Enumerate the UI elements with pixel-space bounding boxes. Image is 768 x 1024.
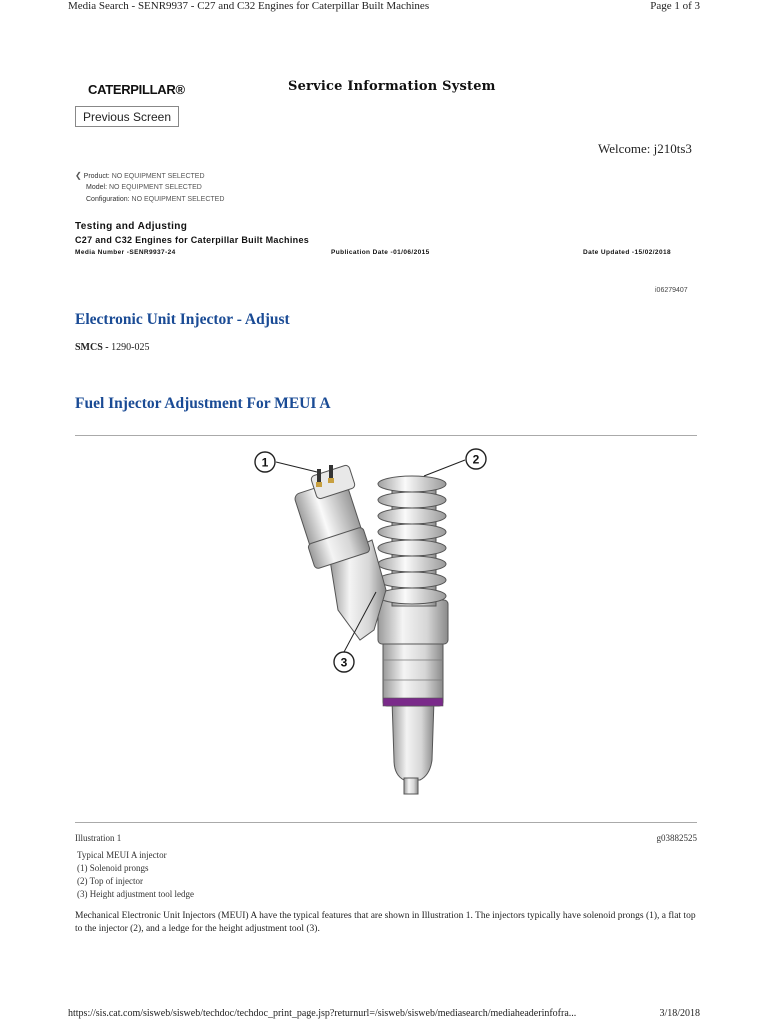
graphic-id: g03882525 [656, 833, 697, 843]
media-number: Media Number -SENR9937-24 [75, 249, 176, 256]
callout-1 [255, 452, 275, 472]
config-value: NO EQUIPMENT SELECTED [131, 196, 225, 203]
callout-3 [334, 652, 354, 672]
legend-item-2: (2) Top of injector [77, 876, 143, 886]
smcs-code [75, 342, 149, 353]
illustration-caption: Typical MEUI A injector [77, 850, 167, 860]
previous-screen-button[interactable]: Previous Screen [75, 106, 179, 127]
service-information-system-title: Service Information System [288, 79, 496, 94]
document-id: i06279407 [655, 287, 688, 294]
document-subtitle: C27 and C32 Engines for Caterpillar Built Machines [75, 235, 310, 245]
section-title: Testing and Adjusting [75, 221, 188, 232]
callout-2-label: 2 [472, 452, 480, 467]
page-title: Electronic Unit Injector - Adjust [75, 311, 290, 328]
back-arrow-icon[interactable]: ❮ [75, 171, 82, 180]
section-heading: Fuel Injector Adjustment For MEUI A [75, 395, 331, 412]
callout-1-label: 1 [261, 455, 269, 470]
smcs-value: 1290-025 [111, 342, 150, 353]
product-label: Product: [83, 173, 110, 180]
spring [378, 476, 446, 606]
illustration-label: Illustration 1 [75, 833, 122, 843]
print-header-page: Page 1 of 3 [650, 0, 700, 12]
legend-item-3: (3) Height adjustment tool ledge [77, 889, 194, 899]
date-updated: Date Updated -15/02/2018 [583, 249, 671, 256]
callout-3-label: 3 [340, 655, 348, 670]
equipment-config-row [86, 196, 224, 203]
o-ring-seal [383, 698, 443, 706]
publication-date: Publication Date -01/06/2015 [331, 249, 430, 256]
injector-illustration [230, 440, 530, 805]
welcome-message: Welcome: j210ts3 [598, 141, 692, 156]
model-label: Model: [86, 184, 108, 191]
equipment-model-row [86, 184, 202, 191]
config-label: Configuration: [86, 196, 130, 203]
divider-top [75, 435, 697, 436]
body-paragraph: Mechanical Electronic Unit Injectors (MEUI) A have the typical features that are shown in Illustration 1. The injectors typically have solenoid prongs (1), a flat top to the injector (2), and a ledge for the height adjustment tool (3). [75, 911, 696, 934]
solenoid-body [294, 464, 386, 640]
callout-2 [466, 449, 486, 469]
product-value: NO EQUIPMENT SELECTED [111, 173, 205, 180]
print-footer-url: https://sis.cat.com/sisweb/sisweb/techdoc/techdoc_print_page.jsp?returnurl=/sisweb/sisweb/mediasearch/mediaheaderinfofra... [68, 1008, 577, 1019]
model-value: NO EQUIPMENT SELECTED [108, 184, 202, 191]
equipment-product-row [75, 171, 205, 180]
legend-item-1: (1) Solenoid prongs [77, 863, 149, 873]
caterpillar-logo: CATERPILLAR® [88, 82, 185, 97]
print-header-title: Media Search - SENR9937 - C27 and C32 Engines for Caterpillar Built Machines [68, 0, 430, 12]
print-footer-date: 3/18/2018 [659, 1008, 700, 1019]
smcs-label: SMCS - [75, 342, 109, 353]
divider-bottom [75, 822, 697, 823]
